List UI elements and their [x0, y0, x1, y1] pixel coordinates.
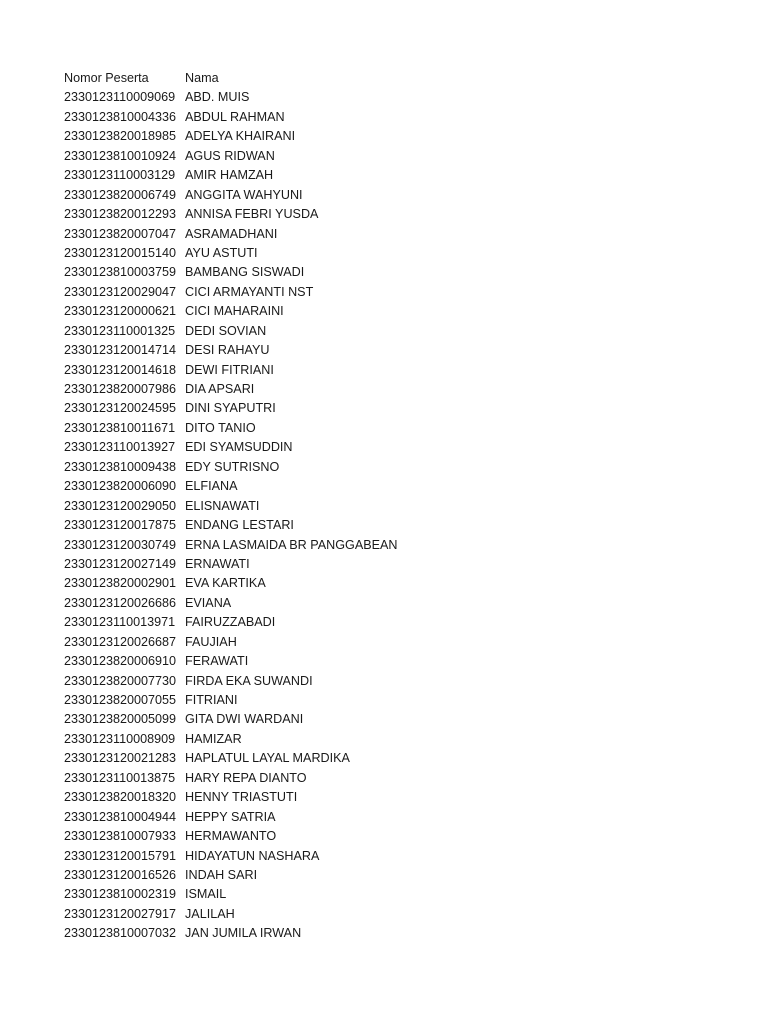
- nomor-peserta-cell: 2330123110013971: [64, 615, 176, 630]
- table-row: [64, 438, 485, 457]
- nama-cell: JAN JUMILA IRWAN: [185, 926, 302, 941]
- nomor-peserta-cell: 2330123820018320: [64, 790, 177, 805]
- table-row: [64, 633, 485, 652]
- nomor-peserta-cell: 2330123820005099: [64, 712, 177, 727]
- nama-cell: HENNY TRIASTUTI: [185, 790, 298, 805]
- nomor-peserta-cell: 2330123810009438: [64, 459, 177, 474]
- table-row: [64, 88, 485, 107]
- nama-cell: EVA KARTIKA: [185, 576, 266, 591]
- nomor-peserta-cell: 2330123820006090: [64, 479, 177, 494]
- table-row: [64, 477, 485, 496]
- nomor-peserta-cell: 2330123820007047: [64, 226, 177, 241]
- nomor-peserta-cell: 2330123110013927: [64, 440, 176, 455]
- table-row: [64, 322, 485, 341]
- nomor-peserta-cell: 2330123120027149: [64, 556, 177, 571]
- nama-cell: ELFIANA: [185, 479, 238, 494]
- nomor-peserta-cell: 2330123120029047: [64, 284, 177, 299]
- table-row: [64, 205, 485, 224]
- nomor-peserta-cell: 2330123110013875: [64, 770, 176, 785]
- nomor-peserta-cell: 2330123810010924: [64, 148, 177, 163]
- nomor-peserta-cell: 2330123120017875: [64, 518, 177, 533]
- nama-cell: JALILAH: [185, 906, 235, 921]
- table-row: [64, 536, 485, 555]
- nomor-peserta-cell: 2330123810004336: [64, 109, 177, 124]
- table-row: [64, 749, 485, 768]
- table-body: [64, 88, 485, 943]
- header-nama: Nama: [185, 71, 219, 85]
- table-row: [64, 399, 485, 418]
- nama-cell: FITRIANI: [185, 693, 238, 707]
- nama-cell: CICI ARMAYANTI NST: [185, 284, 314, 299]
- table-row: [64, 263, 485, 282]
- nomor-peserta-cell: 2330123120026687: [64, 634, 177, 649]
- nama-cell: DEWI FITRIANI: [185, 362, 274, 377]
- table-row: [64, 885, 485, 904]
- table-row: [64, 555, 485, 574]
- nama-cell: FIRDA EKA SUWANDI: [185, 673, 313, 688]
- nama-cell: DIA APSARI: [185, 382, 255, 396]
- table-row: [64, 730, 485, 749]
- table-row: [64, 574, 485, 593]
- nomor-peserta-cell: 2330123110009069: [64, 90, 176, 105]
- nama-cell: ANGGITA WAHYUNI: [185, 187, 303, 202]
- table-row: [64, 497, 485, 516]
- nama-cell: BAMBANG SISWADI: [185, 265, 305, 280]
- nomor-peserta-cell: 2330123110001325: [64, 323, 176, 338]
- table-row: [64, 594, 485, 613]
- nama-cell: DEDI SOVIAN: [185, 323, 267, 338]
- nama-cell: FERAWATI: [185, 654, 249, 669]
- nama-cell: EDY SUTRISNO: [185, 459, 280, 474]
- nomor-peserta-cell: 2330123820006910: [64, 654, 177, 669]
- nama-cell: ADELYA KHAIRANI: [185, 129, 296, 144]
- nomor-peserta-cell: 2330123120021283: [64, 751, 177, 766]
- nama-cell: DINI SYAPUTRI: [185, 401, 276, 416]
- table-row: [64, 147, 485, 166]
- nomor-peserta-cell: 2330123120000621: [64, 304, 177, 319]
- nama-cell: ERNAWATI: [185, 556, 250, 571]
- nomor-peserta-cell: 2330123120024595: [64, 401, 177, 416]
- table-row: [64, 108, 485, 127]
- nomor-peserta-cell: 2330123810011671: [64, 420, 176, 435]
- nomor-peserta-cell: 2330123120016526: [64, 867, 177, 882]
- nomor-peserta-cell: 2330123820018985: [64, 129, 177, 144]
- table-row: [64, 691, 485, 710]
- nama-cell: ABDUL RAHMAN: [185, 109, 285, 124]
- nomor-peserta-cell: 2330123120026686: [64, 595, 177, 610]
- nama-cell: ABD. MUIS: [185, 90, 250, 105]
- table-row: [64, 225, 485, 244]
- table-row: [64, 652, 485, 671]
- nomor-peserta-cell: 2330123820006749: [64, 187, 177, 202]
- nomor-peserta-cell: 2330123120029050: [64, 498, 177, 513]
- nama-cell: AYU ASTUTI: [185, 245, 258, 260]
- nomor-peserta-cell: 2330123820002901: [64, 576, 177, 591]
- nama-cell: FAIRUZZABADI: [185, 615, 276, 630]
- nama-cell: ELISNAWATI: [185, 498, 260, 513]
- nomor-peserta-cell: 2330123810003759: [64, 265, 177, 280]
- table-header-row: [64, 69, 485, 88]
- nomor-peserta-cell: 2330123120014714: [64, 343, 177, 358]
- nama-cell: INDAH SARI: [185, 867, 258, 882]
- nama-cell: HAPLATUL LAYAL MARDIKA: [185, 751, 350, 766]
- table-row: [64, 361, 485, 380]
- nama-cell: EVIANA: [185, 595, 232, 610]
- nomor-peserta-cell: 2330123120014618: [64, 362, 177, 377]
- nomor-peserta-cell: 2330123110003129: [64, 168, 176, 183]
- table-row: [64, 866, 485, 885]
- nama-cell: CICI MAHARAINI: [185, 304, 284, 319]
- nomor-peserta-cell: 2330123810007933: [64, 829, 177, 844]
- table-row: [64, 924, 485, 943]
- table-row: [64, 283, 485, 302]
- table-row: [64, 516, 485, 535]
- nama-cell: DITO TANIO: [185, 420, 256, 435]
- nama-cell: HAMIZAR: [185, 731, 242, 746]
- nama-cell: ERNA LASMAIDA BR PANGGABEAN: [185, 537, 398, 552]
- nama-cell: EDI SYAMSUDDIN: [185, 440, 293, 455]
- nomor-peserta-cell: 2330123820007730: [64, 673, 177, 688]
- nomor-peserta-cell: 2330123810002319: [64, 887, 177, 902]
- table-row: [64, 827, 485, 846]
- header-nomor-peserta: Nomor Peserta: [64, 71, 149, 85]
- nama-cell: ASRAMADHANI: [185, 226, 278, 241]
- nama-cell: HEPPY SATRIA: [185, 809, 276, 824]
- nomor-peserta-cell: 2330123820007986: [64, 382, 177, 396]
- nama-cell: ISMAIL: [185, 887, 227, 902]
- nomor-peserta-cell: 2330123120030749: [64, 537, 177, 552]
- nama-cell: HIDAYATUN NASHARA: [185, 848, 320, 863]
- table-row: [64, 672, 485, 691]
- nomor-peserta-cell: 2330123120027917: [64, 906, 177, 921]
- table-row: [64, 419, 485, 438]
- table-row: [64, 769, 485, 788]
- table-row: [64, 127, 485, 146]
- table-row: [64, 341, 485, 360]
- participant-table: [64, 69, 485, 944]
- nomor-peserta-cell: 2330123120015791: [64, 848, 177, 863]
- table-row: [64, 847, 485, 866]
- nama-cell: DESI RAHAYU: [185, 343, 270, 358]
- table-row: [64, 380, 485, 399]
- table-row: [64, 788, 485, 807]
- table-row: [64, 458, 485, 477]
- table-row: [64, 186, 485, 205]
- nama-cell: ANNISA FEBRI YUSDA: [185, 207, 319, 222]
- table-row: [64, 808, 485, 827]
- nama-cell: AMIR HAMZAH: [185, 168, 274, 183]
- nama-cell: ENDANG LESTARI: [185, 518, 294, 533]
- nama-cell: HERMAWANTO: [185, 829, 277, 844]
- nomor-peserta-cell: 2330123120015140: [64, 245, 177, 260]
- nama-cell: GITA DWI WARDANI: [185, 712, 304, 727]
- table-row: [64, 244, 485, 263]
- nama-cell: AGUS RIDWAN: [185, 148, 275, 163]
- nomor-peserta-cell: 2330123810007032: [64, 926, 177, 941]
- nomor-peserta-cell: 2330123810004944: [64, 809, 177, 824]
- nomor-peserta-cell: 2330123110008909: [64, 731, 176, 746]
- table-row: [64, 710, 485, 729]
- table-row: [64, 613, 485, 632]
- nomor-peserta-cell: 2330123820007055: [64, 693, 177, 707]
- nama-cell: FAUJIAH: [185, 634, 237, 649]
- table-row: [64, 905, 485, 924]
- nomor-peserta-cell: 2330123820012293: [64, 207, 177, 222]
- table-row: [64, 302, 485, 321]
- nama-cell: HARY REPA DIANTO: [185, 770, 307, 785]
- table-row: [64, 166, 485, 185]
